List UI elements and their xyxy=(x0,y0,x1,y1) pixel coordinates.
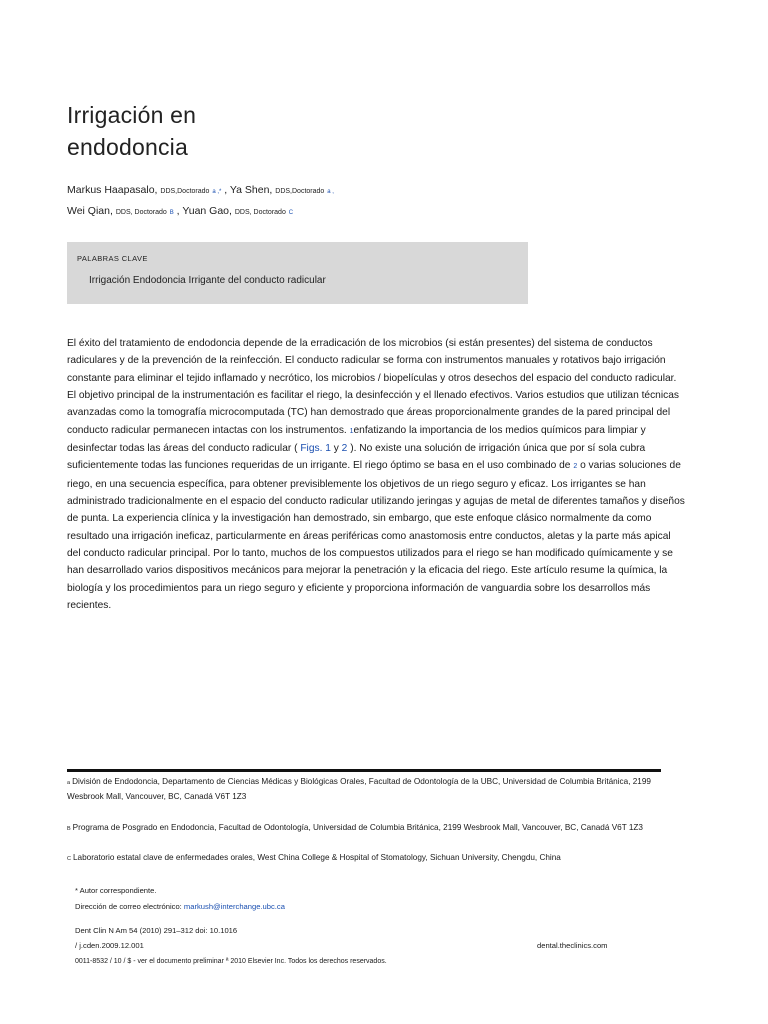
affiliation-marker[interactable]: C xyxy=(288,210,294,216)
affiliation-marker[interactable]: a , xyxy=(327,189,334,195)
reference-link[interactable]: 2 xyxy=(573,463,578,471)
figure-link[interactable]: Figs. 1 xyxy=(300,443,331,455)
author-name: Wei Qian, xyxy=(67,205,113,217)
abstract-text: El éxito del tratamiento de endodoncia depende de la erradicación de los microbios (si están presentes) del sistema de conductos radiculares y de la prevención de la reinfección. El conducto radicular se forma con instrumentos manuales y rotativos bajo irrigación constante para eliminar el tejido inflamado y necrótico, los microbios / biopelículas y otros desechos del espacio del conducto radicular. El objetivo principal de la instrumentación es facilitar el riego, la desinfección y el llenado efectivos. Varios estudios que utilizan técnicas avanzadas como la tomografía microcomputada (TC) han demostrado que áreas proporcionalmente grandes de la pared principal del conducto radicular permanecen intactas con los instrumentos. xyxy=(67,338,679,436)
citation-line: Dent Clin N Am 54 (2010) 291–312 doi: 10.1016 xyxy=(75,926,238,935)
email-line xyxy=(75,902,285,911)
author-name: , Yuan Gao, xyxy=(176,205,232,217)
footnote-divider xyxy=(67,769,661,772)
affiliation-text: División de Endodoncia, Departamento de Ciencias Médicas y Biológicas Orales, Facultad de Odontología de la UBC, Universidad de Columbia Británica, 2199 Wesbrook Mall, Vancouver, BC, Canadá V6T 1Z3 xyxy=(67,777,651,801)
journal-site[interactable]: dental.theclinics.com xyxy=(537,941,608,950)
author-line-1 xyxy=(67,184,334,196)
affiliation-marker[interactable]: B xyxy=(169,210,174,216)
abstract-paragraph xyxy=(67,335,685,615)
author-degree: DDS, Doctorado xyxy=(115,209,167,216)
email-link[interactable]: markush@interchange.ubc.ca xyxy=(183,902,285,911)
title-line-1: Irrigación en xyxy=(67,102,197,129)
abstract-text: y xyxy=(330,443,342,455)
affiliation-mark: a xyxy=(67,780,71,786)
email-label: Dirección de correo electrónico: xyxy=(75,902,182,911)
affiliation-text: Programa de Posgrado en Endodoncia, Facultad de Odontología, Universidad de Columbia Británica, 2199 Wesbrook Mall, Vancouver, BC, Canadá V6T 1Z3 xyxy=(72,823,643,832)
abstract-text: o varias soluciones de riego, en una secuencia específica, para obtener previsiblemente los objetivos de un riego seguro y eficaz. Los irrigantes se han administrado tradicionalmente en el espacio del conducto radicular utilizando jeringas y agujas de metal de diferentes tamaños y diseños de punta. La experiencia clínica y la investigación han demostrado, sin embargo, que este enfoque clásico normalmente da como resultado una irrigación ineficaz, particularmente en áreas periféricas como anastomosis entre conductos, aletas y la parte más apical del conducto radicular principal. Por lo tanto, muchos de los compuestos utilizados para el riego se han modificado químicamente y se han desarrollado varios dispositivos mecánicos para mejorar la penetración y la eficacia del riego. Este artículo resume la química, la biología y los procedimientos para un riego seguro y eficiente y proporciona información de vanguardia sobre los desarrollos más recientes. xyxy=(67,460,685,612)
affiliation-mark: B xyxy=(67,826,71,832)
affiliation-mark: C xyxy=(67,856,71,862)
corresponding-author-note: * Autor correspondiente. xyxy=(75,886,157,895)
affiliation-a xyxy=(67,775,687,803)
keywords-list: Irrigación Endodoncia Irrigante del conducto radicular xyxy=(89,275,326,286)
affiliation-marker[interactable]: a ,* xyxy=(212,189,222,195)
author-name: , Ya Shen, xyxy=(224,184,273,196)
author-degree: DDS,Doctorado xyxy=(160,188,210,195)
abstract-text: enfatizando la importancia de los medios químicos para limpiar y desinfectar todas las áreas del conducto radicular ( xyxy=(67,424,646,455)
author-degree: DDS,Doctorado xyxy=(275,188,325,195)
affiliation-c xyxy=(67,851,687,866)
reference-link[interactable]: 1 xyxy=(349,427,354,435)
affiliation-b xyxy=(67,821,687,836)
article-title xyxy=(67,99,196,163)
title-line-2: endodoncia xyxy=(67,134,188,161)
figure-link[interactable]: 2 xyxy=(341,443,348,455)
doi-line[interactable]: / j.cden.2009.12.001 xyxy=(75,941,144,950)
author-degree: DDS, Doctorado xyxy=(234,209,286,216)
author-name: Markus Haapasalo, xyxy=(67,184,158,196)
affiliation-text: Laboratorio estatal clave de enfermedades orales, West China College & Hospital of Stomatology, Sichuan University, Chengdu, China xyxy=(72,853,561,862)
author-line-2 xyxy=(67,205,293,217)
copyright-line: 0011-8532 / 10 / $ - ver el documento preliminar ª 2010 Elsevier Inc. Todos los derechos reservados. xyxy=(75,958,387,965)
keywords-heading: PALABRAS CLAVE xyxy=(77,254,148,263)
keywords-box xyxy=(67,242,528,304)
abstract-text: ). No existe una solución de irrigación única que por sí sola cubra suficientemente todas las funciones requeridas de un irrigante. El riego óptimo se basa en el uso combinado de xyxy=(67,443,646,472)
